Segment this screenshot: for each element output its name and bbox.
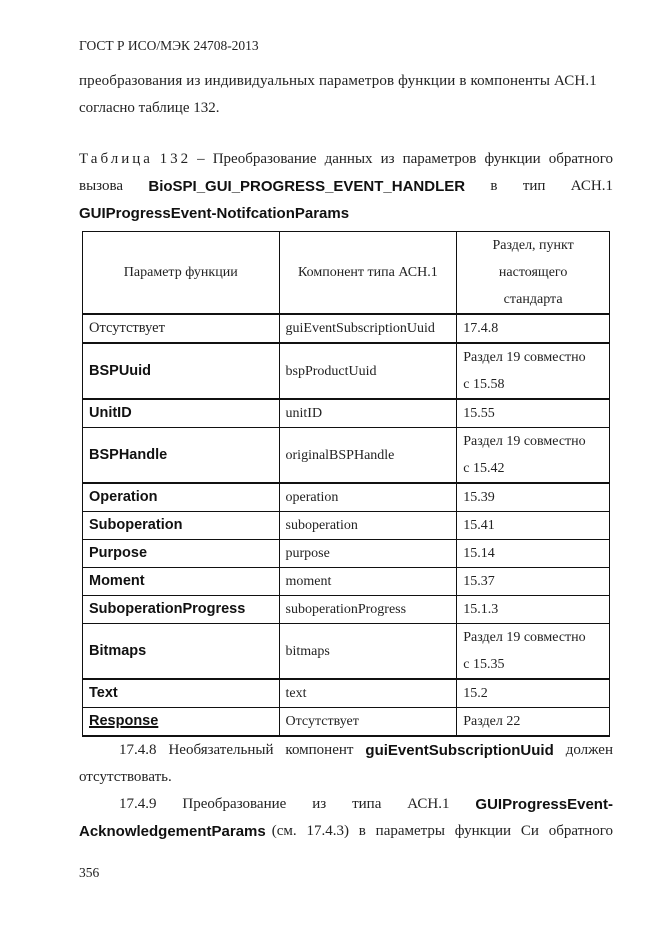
- component-cell: guiEventSubscriptionUuid: [279, 314, 457, 343]
- para-1748-component: guiEventSubscriptionUuid: [365, 742, 554, 759]
- intro-line-2: [79, 95, 613, 122]
- table-row: [83, 512, 610, 540]
- param-cell: UnitID: [83, 399, 280, 428]
- asn1-type-name: GUIProgressEvent-NotifcationParams: [79, 205, 350, 222]
- conversion-table: [82, 231, 610, 737]
- section-cell: [457, 428, 610, 484]
- param-cell: Text: [83, 679, 280, 708]
- header-section-line-1: Раздел, пункт: [492, 238, 574, 253]
- table-row: [83, 624, 610, 680]
- param-cell: Moment: [83, 568, 280, 596]
- section-cell: [457, 343, 610, 399]
- table-row: [83, 483, 610, 512]
- para-1749-word-4: АСН.1: [407, 796, 450, 812]
- intro-text-line-1: преобразования из индивидуальных параметров функции в компоненты АСН.1: [79, 73, 597, 89]
- param-cell: BSPHandle: [83, 428, 280, 484]
- table-row: [83, 343, 610, 399]
- para-1749-type-part-2: AcknowledgementParams: [79, 823, 266, 840]
- section-line-1: Раздел 19 совместно: [463, 350, 586, 365]
- param-cell: Bitmaps: [83, 624, 280, 680]
- caption-line-1: [79, 146, 613, 173]
- caption-line-2: [79, 173, 613, 200]
- para-1748-number: 17.4.8: [119, 742, 157, 758]
- param-cell: Purpose: [83, 540, 280, 568]
- page-number: 356: [79, 865, 100, 880]
- section-cell: 15.39: [457, 483, 610, 512]
- section-cell: 15.55: [457, 399, 610, 428]
- section-cell: 15.1.3: [457, 596, 610, 624]
- param-cell: Operation: [83, 483, 280, 512]
- component-cell: text: [279, 679, 457, 708]
- header-section-line-3: стандарта: [503, 292, 563, 307]
- section-cell: 17.4.8: [457, 314, 610, 343]
- section-line-2: с 15.58: [463, 377, 505, 392]
- paragraph-17-4-8: [79, 737, 613, 791]
- section-line-1: Раздел 19 совместно: [463, 434, 586, 449]
- table-row: [83, 679, 610, 708]
- component-cell: purpose: [279, 540, 457, 568]
- header-section-line-2: настоящего: [498, 265, 568, 280]
- intro-paragraph: [79, 68, 613, 122]
- para-1749-word-2: из: [312, 796, 327, 812]
- table-row: [83, 568, 610, 596]
- caption-line-3: [79, 200, 613, 227]
- section-cell: 15.2: [457, 679, 610, 708]
- intro-line-1: [79, 68, 613, 95]
- para-1749-word-1: Преобразование: [182, 796, 287, 812]
- component-cell: bspProductUuid: [279, 343, 457, 399]
- component-cell: unitID: [279, 399, 457, 428]
- param-cell: Suboperation: [83, 512, 280, 540]
- para-1749-type-part-1: GUIProgressEvent-: [475, 796, 613, 813]
- section-cell: 15.14: [457, 540, 610, 568]
- document-standard-header: ГОСТ Р ИСО/МЭК 24708-2013: [79, 38, 259, 53]
- table-row: [83, 596, 610, 624]
- table-row: [83, 314, 610, 343]
- header-function-parameter: Параметр функции: [83, 232, 280, 315]
- param-cell: BSPUuid: [83, 343, 280, 399]
- component-cell: suboperation: [279, 512, 457, 540]
- section-cell: Раздел 22: [457, 708, 610, 737]
- section-cell: [457, 624, 610, 680]
- caption-word-asn1: АСН.1: [570, 178, 613, 194]
- param-cell: SuboperationProgress: [83, 596, 280, 624]
- para-1749-rest: (см. 17.4.3) в параметры функции Си обратного: [271, 823, 613, 839]
- table-header-row: [83, 232, 610, 315]
- table-label: Таблица 132: [79, 151, 192, 167]
- component-cell: operation: [279, 483, 457, 512]
- para-1749-word-3: типа: [352, 796, 382, 812]
- component-cell: Отсутствует: [279, 708, 457, 737]
- caption-word-vyzova: вызова: [79, 178, 124, 194]
- caption-word-tip: тип: [522, 178, 546, 194]
- component-cell: bitmaps: [279, 624, 457, 680]
- component-cell: moment: [279, 568, 457, 596]
- response-param-text: Response: [89, 713, 159, 729]
- paragraph-17-4-9: [79, 791, 613, 845]
- table-row: [83, 540, 610, 568]
- section-line-2: с 15.42: [463, 461, 505, 476]
- component-cell: originalBSPHandle: [279, 428, 457, 484]
- para-1749-number: 17.4.9: [119, 796, 157, 812]
- para-1748-word-1: Необязательный: [168, 742, 274, 758]
- caption-word-v: в: [490, 178, 498, 194]
- table-row: [83, 399, 610, 428]
- para-1749-line-2: [79, 818, 613, 845]
- para-1748-line-1: [79, 737, 613, 764]
- para-1748-line-2: [79, 764, 613, 791]
- para-1748-word-2: компонент: [285, 742, 354, 758]
- section-line-2: с 15.35: [463, 657, 505, 672]
- table-row: [83, 708, 610, 737]
- section-cell: 15.37: [457, 568, 610, 596]
- para-1748-text-line-2: отсутствовать.: [79, 769, 172, 785]
- caption-text-1: – Преобразование данных из параметров функции обратного: [197, 151, 613, 167]
- para-1748-word-3: должен: [565, 742, 613, 758]
- para-1749-line-1: [79, 791, 613, 818]
- header-section: [457, 232, 610, 315]
- handler-name: BioSPI_GUI_PROGRESS_EVENT_HANDLER: [148, 178, 466, 195]
- header-asn1-component: Компонент типа АСН.1: [279, 232, 457, 315]
- param-cell: [83, 708, 280, 737]
- intro-text-line-2: согласно таблице 132.: [79, 100, 220, 116]
- component-cell: suboperationProgress: [279, 596, 457, 624]
- section-cell: 15.41: [457, 512, 610, 540]
- table-row: [83, 428, 610, 484]
- table-caption: [79, 146, 613, 227]
- section-line-1: Раздел 19 совместно: [463, 630, 586, 645]
- param-cell: Отсутствует: [83, 314, 280, 343]
